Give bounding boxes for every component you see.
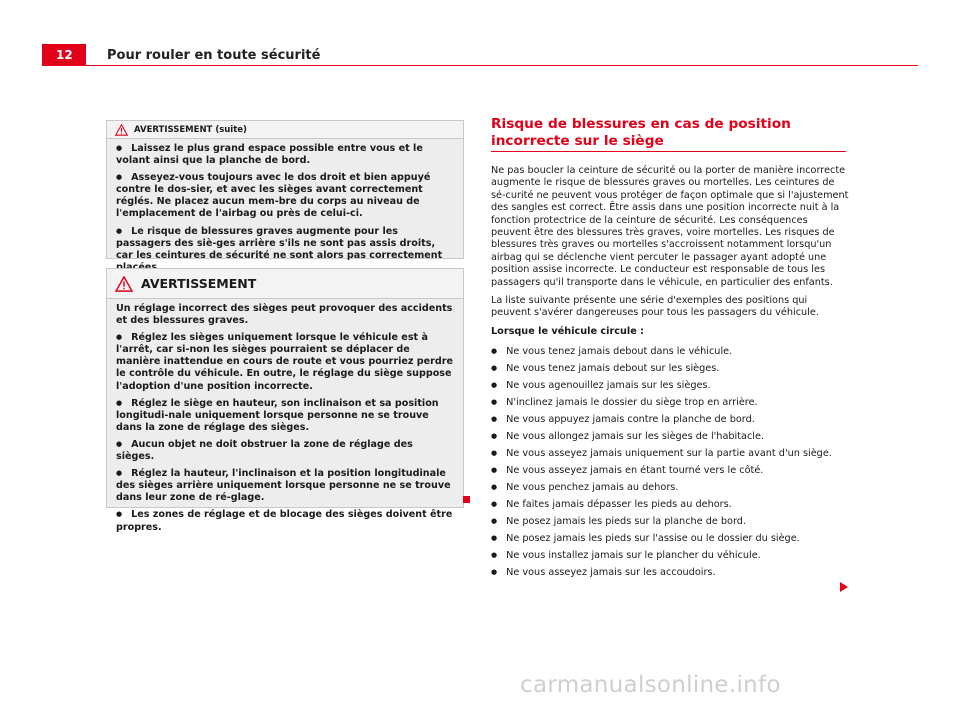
list-item: ● Ne posez jamais les pieds sur la planche de bord. bbox=[491, 513, 849, 530]
section-divider bbox=[491, 151, 846, 152]
section-content bbox=[491, 165, 849, 581]
warning-header bbox=[107, 121, 463, 139]
list-item: ● Ne vous allongez jamais sur les sièges de l'habitacle. bbox=[491, 428, 849, 445]
page-number: 12 bbox=[42, 44, 86, 66]
warning-body bbox=[107, 139, 463, 285]
paragraph: La liste suivante présente une série d'exemples des positions qui peuvent s'avérer dangereuses pour tous les passagers du véhicule. bbox=[491, 295, 819, 319]
chapter-title: Pour rouler en toute sécurité bbox=[107, 48, 321, 63]
section-heading: Risque de blessures en cas de position incorrecte sur le siège bbox=[491, 116, 791, 149]
warning-intro: Un réglage incorrect des sièges peut provoquer des accidents et des blessures graves. bbox=[116, 303, 453, 327]
warning-item: ● Réglez les sièges uniquement lorsque le véhicule est à l'arrêt, car si-non les sièges pourraient se déplacer de manière inattendue en cours de route et vous pourriez perdre le contrôle du véhicule. En outre, le réglage du siège suppose l'adoption d'une position incorrecte. bbox=[116, 332, 454, 392]
warning-item: ● Réglez la hauteur, l'inclinaison et la position longitudinale des sièges arrière uniquement lorsque personne ne se trouve dans leur zone de ré-glage. bbox=[116, 468, 454, 504]
warning-header bbox=[107, 269, 463, 299]
warning-item: ● Le risque de blessures graves augmente pour les passagers des siè-ges arrière s'ils ne sont pas assis droits, car les ceintures de sécurité ne sont alors pas correctement bbox=[116, 226, 454, 274]
list-item: ● Ne posez jamais les pieds sur l'assise ou le dossier du siège. bbox=[491, 530, 849, 547]
paragraph: Ne pas boucler la ceinture de sécurité ou la porter de manière incorrecte augmente le risque de blessures graves ou mortelles. Les ceintures de sé-curité ne peuvent vous protéger de façon optimale que si l'ajustement des sangles est correct. Être assis dans une position incorrecte nuit à la fonction protectrice de la ceinture de sécurité. Les conséquences peuvent être des blessures très graves, voire mortelles. Les risques de blessures très graves ou mortelles s'accroissent notamment lorsqu'un airbag qui se déclenche vient percuter le passager ayant adopté une position assise incorrecte. Le conducteur est responsable de tous les passagers qu'il transporte dans le véhicule, en particulier des enfants. bbox=[491, 165, 849, 288]
list-item: ● Ne vous agenouillez jamais sur les sièges. bbox=[491, 377, 849, 394]
warning-body bbox=[107, 299, 463, 545]
danger-positions-list bbox=[491, 343, 849, 581]
warning-item: ● Laissez le plus grand espace possible entre vous et le volant ainsi que la planche de bord. bbox=[116, 143, 454, 167]
warning-item: ● Les zones de réglage et de blocage des sièges doivent être propres. bbox=[116, 509, 454, 533]
watermark: carmanualsonline.info bbox=[520, 672, 781, 698]
warning-box-continued bbox=[106, 120, 464, 259]
warning-title: AVERTISSEMENT (suite) bbox=[134, 124, 247, 135]
continue-arrow-icon bbox=[840, 582, 848, 592]
list-item: ● Ne vous appuyez jamais contre la planche de bord. bbox=[491, 411, 849, 428]
list-item: ● Ne vous tenez jamais debout dans le véhicule. bbox=[491, 343, 849, 360]
warning-triangle-icon bbox=[115, 276, 133, 292]
header-divider bbox=[86, 65, 918, 66]
list-item: ● Ne vous asseyez jamais sur les accoudoirs. bbox=[491, 564, 849, 581]
list-item: ● Ne vous installez jamais sur le plancher du véhicule. bbox=[491, 547, 849, 564]
warning-item: ● Aucun objet ne doit obstruer la zone de réglage des sièges. bbox=[116, 439, 454, 463]
warning-triangle-icon bbox=[115, 124, 128, 136]
warning-item: ● Réglez le siège en hauteur, son inclinaison et sa position longitudi-nale uniquement lorsque personne ne se trouve dans la zone de réglage des sièges. bbox=[116, 398, 454, 434]
list-item: ● Ne vous asseyez jamais en étant tourné vers le côté. bbox=[491, 462, 849, 479]
list-item: ● Ne vous penchez jamais au dehors. bbox=[491, 479, 849, 496]
list-item: ● Ne vous asseyez jamais uniquement sur la partie avant d'un siège. bbox=[491, 445, 849, 462]
list-lead: Lorsque le véhicule circule : bbox=[491, 325, 645, 337]
warning-box-seats bbox=[106, 268, 464, 533]
warning-title: AVERTISSEMENT bbox=[141, 276, 257, 291]
list-item: ● N'inclinez jamais le dossier du siège trop en arrière. bbox=[491, 394, 849, 411]
list-item: ● Ne faites jamais dépasser les pieds au dehors. bbox=[491, 496, 849, 513]
section-end-marker bbox=[463, 496, 470, 503]
warning-item: ● Asseyez-vous toujours avec le dos droit et bien appuyé contre le dos-sier, et avec les sièges avant correctement réglés. Ne placez aucun mem-bre du corps au niveau de l'emplacement de l'airbag ou près de celui-ci. bbox=[116, 172, 454, 220]
list-item: ● Ne vous tenez jamais debout sur les sièges. bbox=[491, 360, 849, 377]
